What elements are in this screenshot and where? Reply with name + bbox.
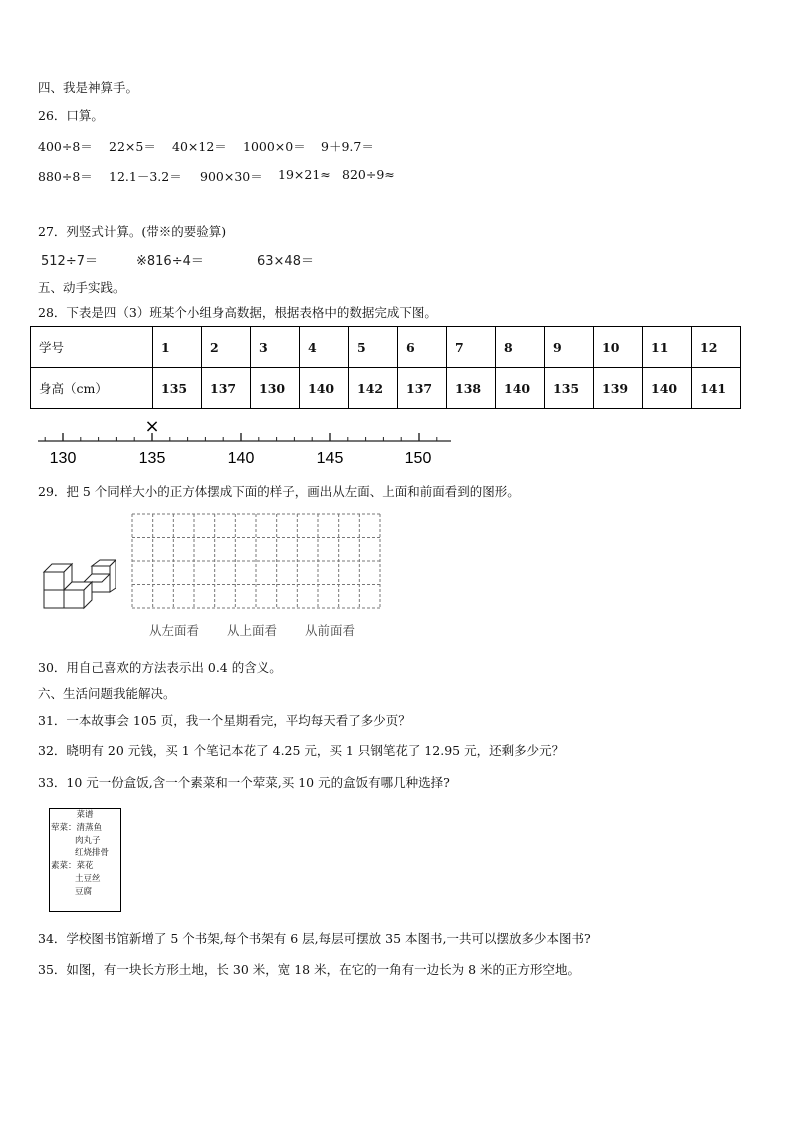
axis-label: 145	[316, 450, 344, 467]
table-header-cell: 学号	[31, 327, 153, 368]
calc-item: 19×21≈	[278, 167, 331, 182]
menu-item: 肉丸子	[75, 835, 101, 846]
height-table	[30, 326, 741, 409]
section-heading-4: 四、我是神算手。	[38, 80, 139, 95]
menu-item: 土豆丝	[75, 873, 101, 884]
question-35-label: 35．如图，有一块长方形土地，长 30 米，宽 18 米，在它的一角有一边长为 8 米的正方形空地。	[38, 962, 581, 977]
table-cell: 139	[594, 368, 643, 409]
axis-label: 130	[49, 450, 77, 467]
view-caption-left: 从左面看	[149, 623, 200, 638]
question-31-label: 31．一本故事会 105 页，我一个星期看完，平均每天看了多少页？	[38, 713, 411, 728]
calc-item: 22×5＝	[109, 139, 156, 154]
axis-label: 140	[227, 450, 255, 467]
table-cell: 2	[202, 327, 251, 368]
calc-item: 12.1－3.2＝	[109, 169, 182, 184]
calc-item: 900×30＝	[200, 169, 263, 184]
calc-item: 40×12＝	[172, 139, 227, 154]
table-cell: 135	[545, 368, 594, 409]
table-cell: 140	[496, 368, 545, 409]
calc-item: 400÷8＝	[38, 139, 93, 154]
table-row	[31, 327, 741, 368]
menu-item: 素菜：菜花	[51, 861, 94, 872]
table-cell: 12	[692, 327, 741, 368]
view-caption-front: 从前面看	[305, 623, 356, 638]
menu-item: 荤菜：清蒸鱼	[51, 822, 103, 833]
calc-item: 9＋9.7＝	[321, 139, 374, 154]
table-cell: 135	[153, 368, 202, 409]
question-34-label: 34．学校图书馆新增了 5 个书架,每个书架有 6 层,每层可摆放 35 本图书,一共可以摆放多少本图书?	[38, 931, 591, 946]
table-cell: 130	[251, 368, 300, 409]
table-cell: 4	[300, 327, 349, 368]
table-cell: 137	[398, 368, 447, 409]
axis-label: 135	[138, 450, 166, 467]
vertical-calc-item: ※816÷4＝	[136, 254, 204, 269]
table-cell: 141	[692, 368, 741, 409]
vertical-calc-item: 63×48＝	[257, 254, 314, 269]
table-cell: 138	[447, 368, 496, 409]
vertical-calc-item: 512÷7＝	[41, 254, 98, 269]
number-line-ticks	[45, 433, 437, 441]
cube-stack-figure	[40, 558, 116, 612]
table-cell: 137	[202, 368, 251, 409]
menu-item: 红烧排骨	[75, 848, 110, 859]
menu-box	[49, 808, 121, 912]
calc-item: 1000×0＝	[243, 139, 306, 154]
table-cell: 5	[349, 327, 398, 368]
table-cell: 140	[300, 368, 349, 409]
section-heading-6: 六、生活问题我能解决。	[38, 686, 176, 701]
table-cell: 9	[545, 327, 594, 368]
question-33-label: 33．10 元一份盒饭,含一个素菜和一个荤菜,买 10 元的盒饭有哪几种选择?	[38, 775, 450, 790]
question-32-label: 32．晓明有 20 元钱，买 1 个笔记本花了 4.25 元，买 1 只钢笔花了 12.95 元，还剩多少元？	[38, 743, 565, 758]
table-cell: 142	[349, 368, 398, 409]
table-header-cell: 身高（cm）	[31, 368, 153, 409]
table-cell: 8	[496, 327, 545, 368]
question-27-label: 27．列竖式计算。(带※的要验算)	[38, 224, 227, 239]
section-heading-5: 五、动手实践。	[38, 280, 126, 295]
calc-item: 820÷9≈	[342, 167, 395, 182]
menu-title: 菜谱	[76, 810, 94, 820]
table-cell: 11	[643, 327, 692, 368]
question-26-label: 26．口算。	[38, 108, 104, 123]
calc-item: 880÷8＝	[38, 169, 93, 184]
table-cell: 1	[153, 327, 202, 368]
table-row	[31, 368, 741, 409]
number-line-marker: ×	[144, 416, 160, 437]
view-caption-top: 从上面看	[227, 623, 278, 638]
table-cell: 140	[643, 368, 692, 409]
number-line	[36, 414, 454, 470]
question-29-label: 29．把 5 个同样大小的正方体摆成下面的样子，画出从左面、上面和前面看到的图形。	[38, 484, 520, 499]
table-cell: 7	[447, 327, 496, 368]
drawing-grid[interactable]	[130, 512, 382, 610]
question-30-label: 30．用自己喜欢的方法表示出 0.4 的含义。	[38, 660, 282, 675]
menu-item: 豆腐	[75, 886, 93, 897]
question-28-label: 28．下表是四（3）班某个小组身高数据，根据表格中的数据完成下图。	[38, 305, 437, 320]
table-cell: 3	[251, 327, 300, 368]
table-cell: 6	[398, 327, 447, 368]
axis-label: 150	[404, 450, 432, 467]
table-cell: 10	[594, 327, 643, 368]
